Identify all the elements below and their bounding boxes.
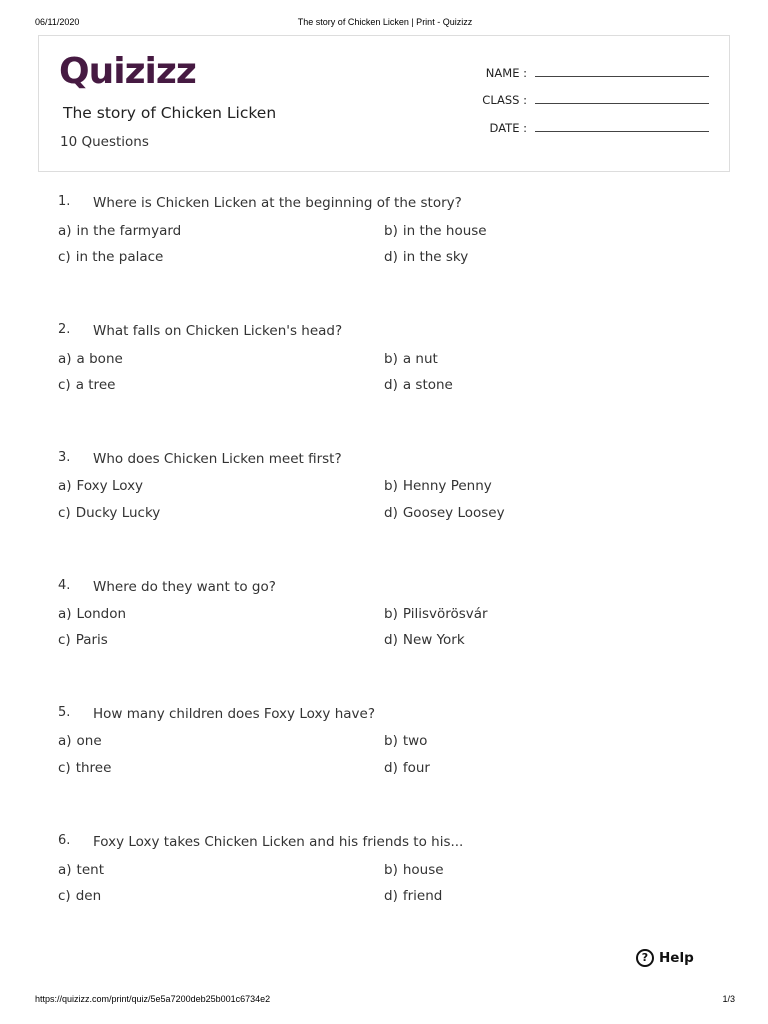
option-a [58, 223, 181, 239]
question-text: Where is Chicken Licken at the beginning of the story? [93, 195, 462, 211]
help-button[interactable] [636, 946, 706, 970]
option-c [58, 888, 101, 904]
question-number: 2. [58, 322, 71, 337]
name-line[interactable] [535, 76, 709, 77]
option-letter: a) [58, 223, 72, 239]
option-letter: c) [58, 505, 71, 521]
option-letter: d) [384, 377, 398, 393]
option-letter: b) [384, 351, 398, 367]
option-letter: b) [384, 478, 398, 494]
option-b [384, 862, 444, 878]
option-a [58, 862, 104, 878]
option-letter: d) [384, 632, 398, 648]
option-d [384, 377, 453, 393]
name-field[interactable] [469, 66, 709, 86]
question-text: Where do they want to go? [93, 579, 276, 595]
option-text: four [402, 760, 430, 776]
option-text: a nut [402, 351, 438, 367]
option-text: den [75, 888, 102, 904]
option-text: in the palace [75, 249, 164, 265]
option-text: in the sky [402, 249, 469, 265]
option-c [58, 632, 108, 648]
question-number: 1. [58, 194, 71, 209]
question-text: How many children does Foxy Loxy have? [93, 706, 376, 722]
option-letter: a) [58, 862, 72, 878]
option-letter: b) [384, 733, 398, 749]
page-number: 1/3 [722, 994, 735, 1004]
question-text: Foxy Loxy takes Chicken Licken and his friends to his... [93, 834, 464, 850]
option-letter: c) [58, 760, 71, 776]
option-text: a stone [402, 377, 453, 393]
option-letter: d) [384, 249, 398, 265]
option-letter: a) [58, 478, 72, 494]
name-label: NAME : [485, 66, 527, 80]
option-c [58, 377, 115, 393]
option-d [384, 249, 468, 265]
option-letter: a) [58, 606, 72, 622]
option-text: in the house [402, 223, 487, 239]
option-letter: a) [58, 351, 72, 367]
option-text: one [76, 733, 102, 749]
option-text: New York [402, 632, 465, 648]
option-d [384, 760, 430, 776]
print-date: 06/11/2020 [35, 17, 80, 27]
option-letter: d) [384, 505, 398, 521]
option-letter: c) [58, 632, 71, 648]
class-line[interactable] [535, 103, 709, 104]
option-text: Pilisvörösvár [402, 606, 488, 622]
date-label: DATE : [489, 121, 527, 135]
option-d [384, 632, 465, 648]
question-number: 6. [58, 833, 71, 848]
option-letter: b) [384, 223, 398, 239]
option-letter: d) [384, 760, 398, 776]
option-letter: d) [384, 888, 398, 904]
print-header [35, 17, 735, 31]
option-text: a bone [76, 351, 123, 367]
option-text: two [402, 733, 428, 749]
date-line[interactable] [535, 131, 709, 132]
option-c [58, 249, 163, 265]
option-c [58, 505, 160, 521]
option-a [58, 478, 143, 494]
option-b [384, 223, 487, 239]
option-letter: a) [58, 733, 72, 749]
option-letter: b) [384, 606, 398, 622]
option-text: Ducky Lucky [75, 505, 161, 521]
help-label: Help [659, 950, 694, 966]
option-text: a tree [75, 377, 116, 393]
option-letter: b) [384, 862, 398, 878]
option-b [384, 351, 438, 367]
class-label: CLASS : [482, 93, 527, 107]
question-number: 4. [58, 578, 71, 593]
option-text: Paris [75, 632, 108, 648]
question-number: 5. [58, 705, 71, 720]
option-a [58, 351, 123, 367]
print-title: The story of Chicken Licken | Print - Quizizz [297, 17, 473, 27]
print-footer [35, 994, 735, 1008]
option-b [384, 733, 427, 749]
option-letter: c) [58, 249, 71, 265]
option-text: friend [402, 888, 443, 904]
option-text: Foxy Loxy [76, 478, 144, 494]
question-text: Who does Chicken Licken meet first? [93, 451, 342, 467]
question-number: 3. [58, 450, 71, 465]
quiz-title: The story of Chicken Licken [63, 104, 277, 122]
option-text: house [402, 862, 444, 878]
date-field[interactable] [469, 121, 709, 141]
option-b [384, 606, 488, 622]
quizizz-logo: Quizizz [59, 51, 196, 92]
option-text: Goosey Loosey [402, 505, 505, 521]
question-text: What falls on Chicken Licken's head? [93, 323, 343, 339]
quiz-header-card [38, 35, 730, 172]
option-d [384, 888, 442, 904]
option-a [58, 733, 102, 749]
option-d [384, 505, 505, 521]
option-text: Henny Penny [402, 478, 492, 494]
option-c [58, 760, 111, 776]
option-a [58, 606, 126, 622]
class-field[interactable] [469, 93, 709, 113]
option-text: three [75, 760, 112, 776]
print-url[interactable]: https://quizizz.com/print/quiz/5e5a7200deb25b001c6734e2 [35, 994, 271, 1004]
question-count: 10 Questions [60, 134, 149, 150]
option-b [384, 478, 492, 494]
question-circle-icon: ? [636, 949, 654, 967]
option-text: in the farmyard [76, 223, 182, 239]
option-letter: c) [58, 377, 71, 393]
option-text: tent [76, 862, 104, 878]
option-letter: c) [58, 888, 71, 904]
option-text: London [76, 606, 127, 622]
